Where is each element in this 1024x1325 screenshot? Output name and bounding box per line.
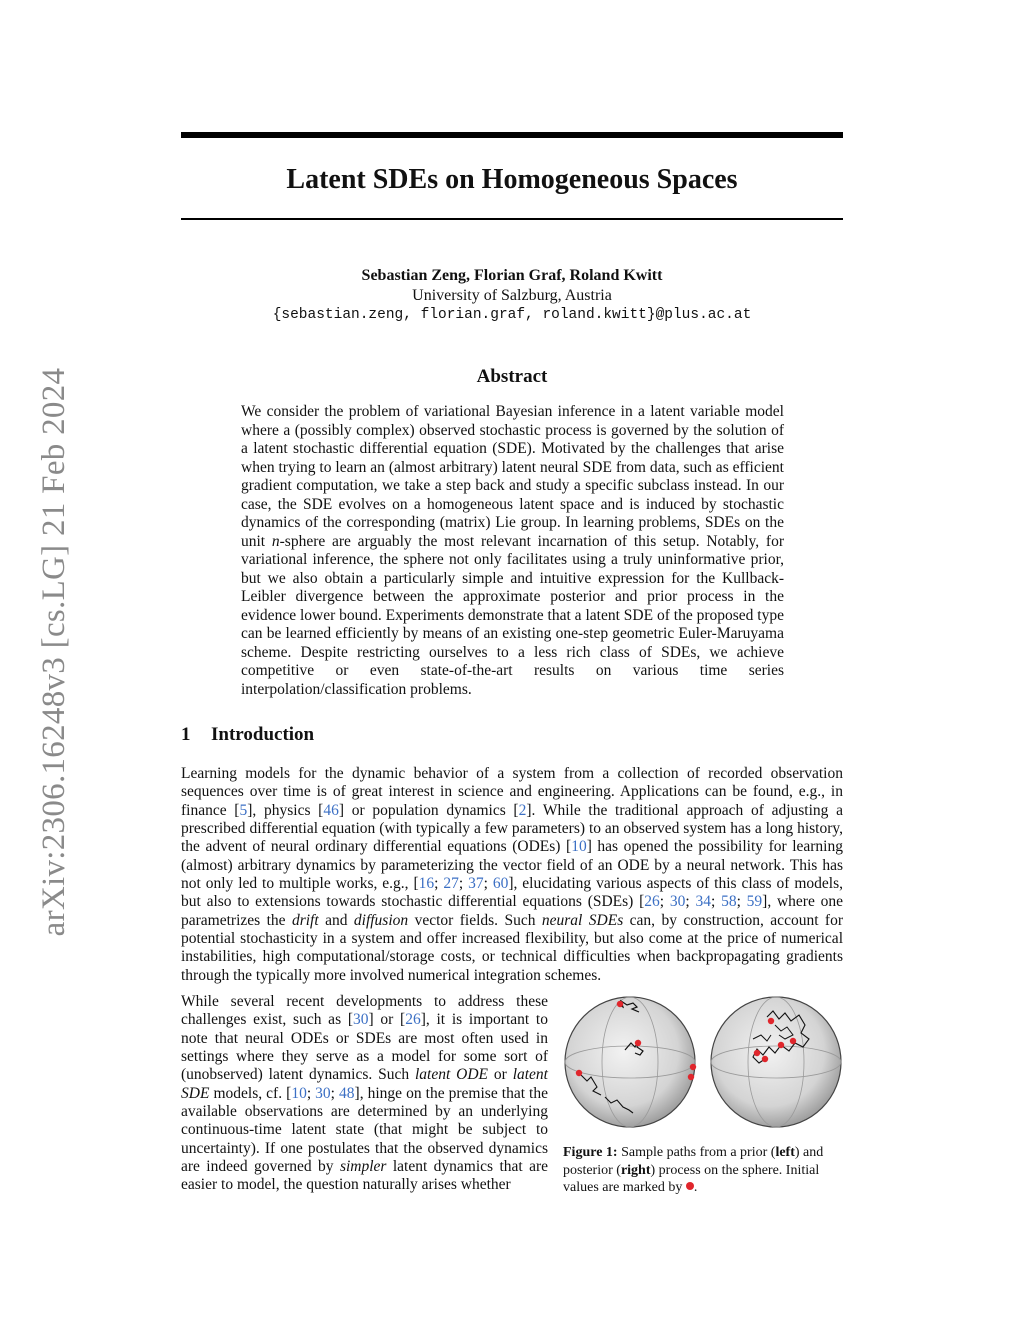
citation-link[interactable]: 59 — [746, 893, 763, 911]
abstract-text: We consider the problem of variational Bayesian inference in a latent variable model where a (possibly complex) observed stochastic process is governed by the solution of a latent stochastic differential equation (SDE). Motivated by the challenges that arise when trying to learn an (almost arbitrary) latent neural SDE from data, such as efficient gradient computation, we take a step back and study a specific subclass instead. In our case, the SDE evolves on a homogeneous latent space and is induced by stochastic dynamics of the corresponding (matrix) Lie group. In learning problems, SDEs on the unit n-sphere are arguably the most relevant incarnation of this setup. Notably, for variational inference, the sphere not only facilitates using a truly uninformative prior, but we also obtain a particularly simple and intuitive expression for the Kullback-Leibler divergence between the approximate posterior and prior process in the evidence lower bound. Experiments demonstrate that a latent SDE of the proposed type can be learned efficiently by means of an existing one-step geometric Euler-Maruyama scheme. Despite restricting ourselves to a less rich class of SDEs, we achieve competitive or even state-of-the-art results on various time series interpolation/classification problems. — [241, 403, 784, 698]
posterior-sphere — [709, 995, 843, 1129]
citation-link[interactable]: 30 — [315, 1084, 331, 1102]
citation-link[interactable]: 37 — [468, 875, 484, 893]
citation-link[interactable]: 58 — [721, 893, 737, 911]
citation-link[interactable]: 30 — [669, 893, 686, 911]
citation-link[interactable]: 16 — [418, 875, 435, 893]
title-bottom-rule — [181, 218, 843, 220]
citation-link[interactable]: 10 — [291, 1084, 307, 1102]
intro-paragraph-2: While several recent developments to address these challenges exist, such as [30] or [26], it is important to note that neural ODEs or SDEs are most often used in settings where they serve as a model for some sort of (unobserved) latent dynamics. Such latent ODE or latent SDE models, cf. [10; 30; 48], hinge on the premise that the available observations are determined by an underlying continuous-time latent state (that might be subject to uncertainty). If one postulates that the observed dynamics are indeed governed by simpler latent dynamics that are easier to model, the question naturally arises whether — [181, 993, 548, 1194]
section-number: 1 — [181, 724, 191, 745]
citation-link[interactable]: 26 — [405, 1011, 421, 1029]
title-top-rule — [181, 132, 843, 138]
citation-link[interactable]: 10 — [571, 838, 587, 856]
paper-title: Latent SDEs on Homogeneous Spaces — [286, 164, 738, 195]
section-heading-introduction — [181, 723, 314, 747]
red-dot-icon — [686, 1182, 694, 1190]
citation-link[interactable]: 60 — [492, 875, 509, 893]
intro-paragraph-1: Learning models for the dynamic behavior of a system from a collection of recorded observation sequences over time is of great interest in science and engineering. Applications can be found, e.g., in finance [5], physics [46] or population dynamics [2]. While the traditional approach of adjusting a prescribed differential equation (with typically a few parameters) to an observed system has a long history, the advent of neural ordinary differential equations (ODEs) [10] has opened the possibility for learning (almost) arbitrary dynamics by parameterizing the vector field of an ODE by a neural network. This has not only led to multiple works, e.g., [16; 27; 37; 60], elucidating various aspects of this class of models, but also to extensions towards stochastic differential equations (SDEs) [26; 30; 34; 58; 59], where one parametrizes the drift and diffusion vector fields. Such neural SDEs can, by construction, account for potential stochasticity in a system and offer increased flexibility, but also come at the price of numerical instabilities, high computational/storage costs, or technical difficulties when backpropagating gradients through the typically more involved numerical integration schemes. — [181, 765, 844, 984]
citation-link[interactable]: 27 — [443, 875, 459, 893]
citation-link[interactable]: 46 — [323, 801, 339, 819]
citation-link[interactable]: 34 — [695, 893, 711, 911]
author-list: Sebastian Zeng, Florian Graf, Roland Kwitt — [361, 267, 663, 284]
section-title: Introduction — [211, 724, 315, 745]
citation-link[interactable]: 5 — [239, 801, 248, 819]
arxiv-stamp: arXiv:2306.16248v3 [cs.LG] 21 Feb 2024 — [36, 367, 72, 937]
citation-link[interactable]: 2 — [518, 801, 527, 819]
citation-link[interactable]: 30 — [353, 1011, 369, 1029]
figure-1-caption: Figure 1: Sample paths from a prior (left) and posterior (right) process on the sphere. Initial values are marked by . — [563, 1145, 824, 1195]
figure-1-spheres — [560, 995, 844, 1130]
citation-link[interactable]: 48 — [339, 1084, 355, 1102]
abstract-heading: Abstract — [476, 366, 548, 387]
author-emails: {sebastian.zeng, florian.graf, roland.kwitt}@plus.ac.at — [272, 307, 752, 323]
prior-sphere — [563, 995, 697, 1129]
affiliation: University of Salzburg, Austria — [412, 287, 612, 304]
citation-link[interactable]: 26 — [644, 893, 660, 911]
